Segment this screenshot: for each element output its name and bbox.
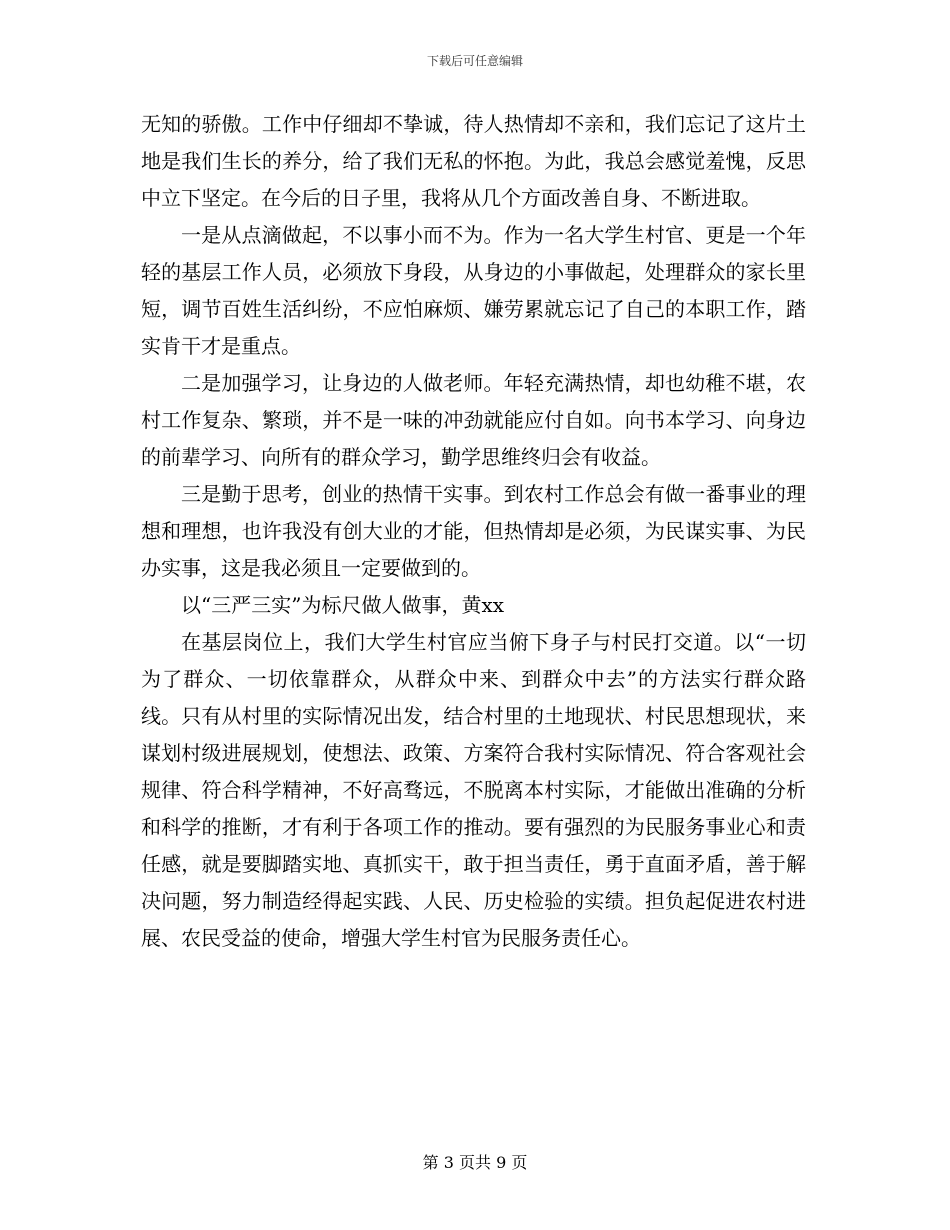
paragraph-section-body: 在基层岗位上，我们大学生村官应当俯下身子与村民打交道。以“一切为了群众、一切依靠群众，从群众中来、到群众中去”的方法实行群众路线。只有从村里的实际情况出发，结合村里的土地现状、村民思想现状，来谋划村级进展规划，使想法、政策、方案符合我村实际情况、符合客观社会规律、符合科学精神，不好高骛远，不脱离本村实际，才能做出准确的分析和科学的推断，才有利于各项工作的推动。要有强烈的为民服务事业心和责任感，就是要脚踏实地、真抓实干，敢于担当责任，勇于直面矛盾，善于解决问题，努力制造经得起实践、人民、历史检验的实绩。担负起促进农村进展、农民受益的使命，增强大学生村官为民服务责任心。: [141, 630, 806, 950]
paragraph-point-three: 三是勤于思考，创业的热情干实事。到农村工作总会有做一番事业的理想和理想，也许我没有创大业的才能，但热情却是必须，为民谋实事、为民办实事，这是我必须且一定要做到的。: [141, 482, 806, 580]
paragraph-point-two: 二是加强学习，让身边的人做老师。年轻充满热情，却也幼稚不堪，农村工作复杂、繁琐，并不是一味的冲劲就能应付自如。向书本学习、向身边的前辈学习、向所有的群众学习，勤学思维终归会有收益。: [141, 371, 806, 469]
paragraph-continuation: 无知的骄傲。工作中仔细却不挚诚，待人热情却不亲和，我们忘记了这片土地是我们生长的养分，给了我们无私的怀抱。为此，我总会感觉羞愧，反思中立下坚定。在今后的日子里，我将从几个方面改善自身、不断进取。: [141, 112, 806, 210]
paragraph-point-one: 一是从点滴做起，不以事小而不为。作为一名大学生村官、更是一个年轻的基层工作人员，必须放下身段，从身边的小事做起，处理群众的家长里短，调节百姓生活纠纷，不应怕麻烦、嫌劳累就忘记了自己的本职工作，踏实肯干才是重点。: [141, 223, 806, 358]
document-body: [141, 106, 806, 957]
page-footer: 第 3 页共 9 页: [422, 1153, 528, 1172]
section-heading: 以“三严三实”为标尺做人做事，黄xx: [181, 593, 505, 617]
page-header: 下载后可任意编辑: [426, 54, 523, 68]
